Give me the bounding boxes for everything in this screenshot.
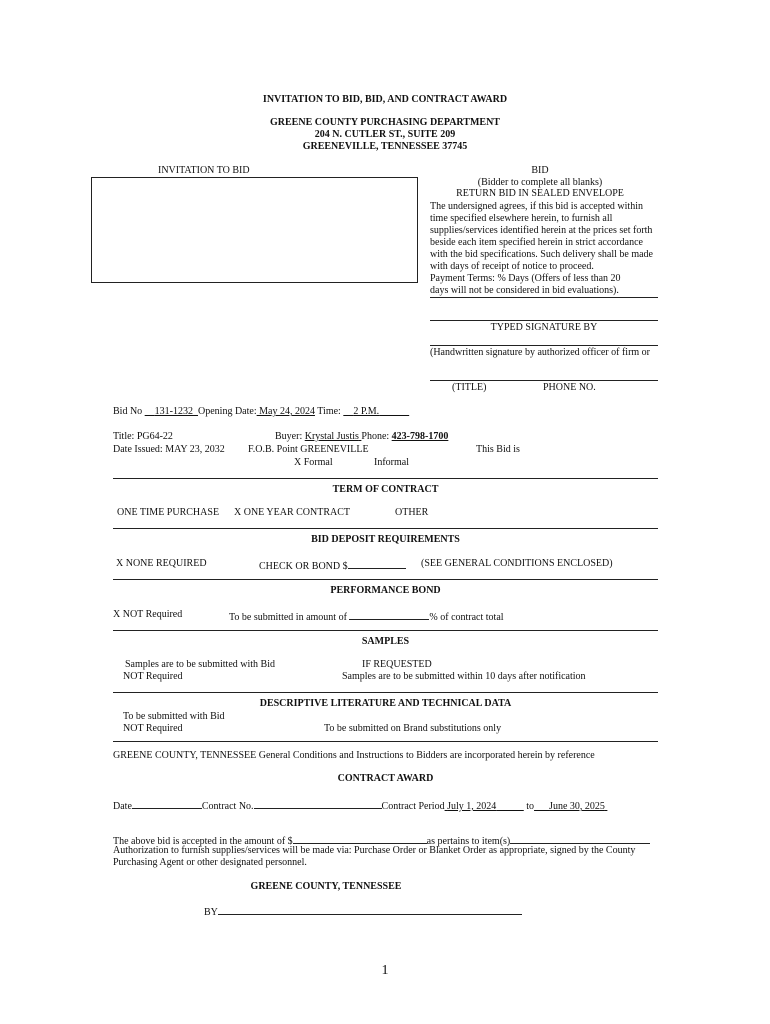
to-label: to	[526, 801, 535, 812]
contract-no-blank[interactable]	[254, 798, 382, 809]
handwritten-signature-line[interactable]	[430, 345, 658, 346]
title-label: Title:	[113, 431, 135, 442]
check-or-bond-label: CHECK OR BOND $	[259, 561, 348, 572]
title-value: PG64-22	[136, 431, 173, 442]
bid-no-value: 131-1232	[154, 406, 194, 417]
contract-period-label: Contract Period	[381, 801, 445, 812]
bid-terms-line: with days of receipt of notice to proceed.	[430, 261, 594, 272]
title-phone-line[interactable]	[430, 380, 658, 381]
date-issued-value: MAY 23, 2032	[165, 444, 225, 455]
formal-option[interactable]: X Formal	[294, 457, 333, 468]
invitation-box	[91, 177, 418, 283]
buyer-name: Krystal Justis	[304, 431, 359, 442]
bid-title-row	[113, 431, 173, 443]
bid-number-row	[113, 406, 409, 418]
literature-heading: DESCRIPTIVE LITERATURE AND TECHNICAL DATA	[259, 698, 512, 709]
buyer-phone-label: Phone:	[361, 431, 390, 442]
bid-instruction: (Bidder to complete all blanks)	[477, 177, 603, 188]
opening-date-value: May 24, 2024	[256, 406, 315, 417]
title-label: (TITLE)	[452, 382, 487, 393]
bid-return-envelope: RETURN BID IN SEALED ENVELOPE	[456, 188, 624, 199]
bid-terms-line: supplies/services identified herein at the prices set forth	[430, 225, 653, 236]
by-signature-blank[interactable]	[218, 904, 522, 915]
award-date-label: Date	[113, 801, 132, 812]
bid-terms-line: The undersigned agrees, if this bid is accepted within	[430, 201, 643, 212]
contract-award-heading: CONTRACT AWARD	[337, 773, 434, 784]
section-divider	[113, 579, 658, 580]
time-label: Time:	[317, 406, 341, 417]
date-issued-row	[113, 444, 225, 456]
by-label: BY	[204, 907, 218, 918]
section-divider	[113, 630, 658, 631]
contract-award-row	[113, 798, 607, 813]
bid-terms-line: time specified elsewhere herein, to furnish all	[430, 213, 613, 224]
contract-no-label: Contract No.	[201, 801, 254, 812]
opening-date-label: Opening Date:	[198, 406, 257, 417]
phone-label: PHONE NO.	[543, 382, 596, 393]
by-signature-field[interactable]	[204, 904, 522, 919]
bid-terms-line: Payment Terms: % Days (Offers of less than 20	[430, 273, 621, 284]
literature-with-bid[interactable]: To be submitted with Bid	[123, 711, 225, 722]
bond-amount-blank[interactable]	[349, 609, 429, 620]
department-city: GREENEVILLE, TENNESSEE 37745	[302, 141, 468, 152]
bid-no-label: Bid No	[113, 406, 143, 417]
typed-signature-label: TYPED SIGNATURE BY	[490, 322, 598, 333]
bid-terms-line: with the bid specifications. Such delivery shall be made	[430, 249, 653, 260]
department-name: GREENE COUNTY PURCHASING DEPARTMENT	[270, 117, 500, 128]
samples-if-requested[interactable]: IF REQUESTED	[362, 659, 432, 670]
samples-not-required[interactable]: NOT Required	[123, 671, 183, 682]
invitation-label: INVITATION TO BID	[158, 165, 250, 176]
bid-terms-line: beside each item specified herein in strict accordance	[430, 237, 643, 248]
date-issued-label: Date Issued:	[113, 444, 163, 455]
general-conditions-note: (SEE GENERAL CONDITIONS ENCLOSED)	[421, 558, 613, 569]
signature-line[interactable]	[430, 320, 658, 321]
check-or-bond-field[interactable]	[259, 558, 406, 573]
bond-submitted-label: To be submitted in amount of	[229, 612, 347, 623]
bid-label: BID	[531, 165, 549, 176]
section-divider	[113, 528, 658, 529]
term-of-contract-heading: TERM OF CONTRACT	[332, 484, 439, 495]
time-value: 2 P.M.	[353, 406, 380, 417]
bid-deposit-heading: BID DEPOSIT REQUIREMENTS	[311, 534, 460, 545]
section-divider	[113, 478, 658, 479]
section-divider	[113, 692, 658, 693]
items-blank[interactable]	[510, 833, 650, 844]
general-conditions-statement: GREENE COUNTY, TENNESSEE General Conditions and Instructions to Bidders are incorporated herein by reference	[113, 750, 595, 761]
bid-terms-line: days will not be considered in bid evaluations).	[430, 285, 619, 296]
bond-not-required-option[interactable]: X NOT Required	[113, 609, 183, 620]
page-number: 1	[381, 963, 389, 978]
handwritten-signature-label: (Handwritten signature by authorized officer of firm or	[430, 347, 651, 358]
accepted-amount-blank[interactable]	[293, 833, 427, 844]
literature-not-required[interactable]: NOT Required	[123, 723, 183, 734]
one-time-purchase-option[interactable]: ONE TIME PURCHASE	[117, 507, 220, 518]
informal-option[interactable]: Informal	[374, 457, 409, 468]
buyer-row	[275, 431, 448, 443]
bond-amount-field[interactable]	[229, 609, 504, 624]
pertains-label: as pertains to item(s)	[426, 836, 511, 847]
samples-within-days: Samples are to be submitted within 10 days after notification	[342, 671, 586, 682]
award-date-blank[interactable]	[132, 798, 202, 809]
this-bid-is: This Bid is	[476, 444, 520, 455]
section-divider	[113, 741, 658, 742]
department-address: 204 N. CUTLER ST., SUITE 209	[314, 129, 456, 140]
samples-with-bid[interactable]: Samples are to be submitted with Bid	[125, 659, 275, 670]
check-or-bond-amount[interactable]	[348, 558, 406, 569]
authorization-text: Authorization to furnish supplies/services will be made via: Purchase Order or Blanket Order as appropriate, signed by the County Purchasing Agent or other designated personnel.	[113, 845, 636, 868]
buyer-phone[interactable]: 423-798-1700	[391, 431, 449, 442]
contract-period-start: July 1, 2024	[447, 801, 497, 812]
document-title: INVITATION TO BID, BID, AND CONTRACT AWARD	[262, 94, 508, 105]
bid-divider	[430, 297, 658, 298]
county-signature-heading: GREENE COUNTY, TENNESSEE	[250, 881, 402, 892]
bond-percent-label: % of contract total	[429, 612, 504, 623]
literature-brand-substitutions: To be submitted on Brand substitutions only	[324, 723, 502, 734]
samples-heading: SAMPLES	[361, 636, 410, 647]
contract-period-end: June 30, 2025	[549, 801, 605, 812]
performance-bond-heading: PERFORMANCE BOND	[330, 585, 441, 596]
one-year-contract-option[interactable]: X ONE YEAR CONTRACT	[234, 507, 351, 518]
other-option[interactable]: OTHER	[395, 507, 429, 518]
none-required-option[interactable]: X NONE REQUIRED	[116, 558, 207, 569]
accepted-amount-label: The above bid is accepted in the amount of $	[113, 836, 293, 847]
fob-point: F.O.B. Point GREENEVILLE	[248, 444, 369, 455]
buyer-label: Buyer:	[275, 431, 303, 442]
